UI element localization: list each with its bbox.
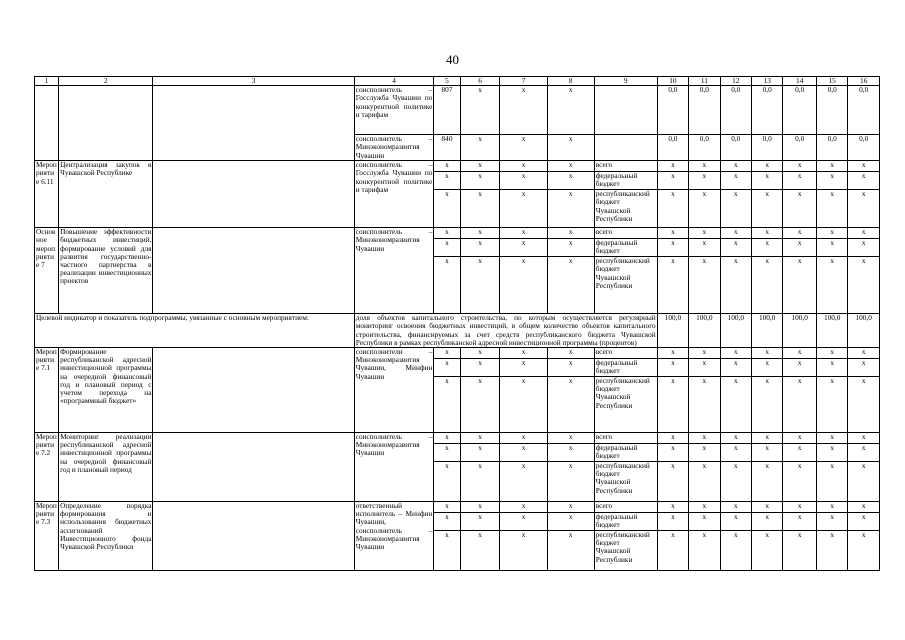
column-header: 16 xyxy=(848,77,880,86)
x-mark-cell: x xyxy=(816,359,847,377)
x-mark-cell: x xyxy=(689,531,720,571)
value-cell: 100,0 xyxy=(720,314,751,348)
x-mark-cell: x xyxy=(816,161,847,172)
x-mark-cell: x xyxy=(547,228,594,239)
x-mark-cell: x xyxy=(460,377,500,433)
x-mark-cell: x xyxy=(500,502,547,513)
column-header: 15 xyxy=(816,77,847,86)
cell-col3 xyxy=(153,502,354,571)
executor-cell: соисполнитель – Минэкономразвития Чувашии xyxy=(354,228,434,314)
x-mark-cell: x xyxy=(783,502,817,513)
x-mark-cell: x xyxy=(689,444,720,462)
x-mark-cell: x xyxy=(547,433,594,444)
event-name-cell: Централизация закупок в Чувашской Республике xyxy=(59,161,153,228)
x-mark-cell: x xyxy=(434,502,460,513)
funding-source-cell: всего xyxy=(594,348,657,359)
column-header: 7 xyxy=(500,77,547,86)
x-mark-cell: x xyxy=(816,377,847,433)
x-mark-cell: x xyxy=(547,377,594,433)
x-mark-cell: x xyxy=(434,462,460,502)
funding-source-cell: федеральный бюджет xyxy=(594,444,657,462)
code-cell: x xyxy=(500,135,547,161)
x-mark-cell: x xyxy=(783,462,817,502)
event-name-cell: Мониторинг реализации республиканской адресной инвестиционной программы на очередной финансовый год и плановый период xyxy=(59,433,153,502)
funding-source-cell: республиканский бюджет Чувашской Республики xyxy=(594,462,657,502)
x-mark-cell: x xyxy=(816,348,847,359)
column-header: 4 xyxy=(354,77,434,86)
x-mark-cell: x xyxy=(547,257,594,314)
x-mark-cell: x xyxy=(460,257,500,314)
header-row xyxy=(35,77,880,86)
x-mark-cell: x xyxy=(547,239,594,257)
x-mark-cell: x xyxy=(460,502,500,513)
x-mark-cell: x xyxy=(689,462,720,502)
funding-source-cell: всего xyxy=(594,161,657,172)
x-mark-cell: x xyxy=(500,444,547,462)
x-mark-cell: x xyxy=(434,172,460,190)
x-mark-cell: x xyxy=(689,359,720,377)
x-mark-cell: x xyxy=(751,348,782,359)
x-mark-cell: x xyxy=(460,433,500,444)
x-mark-cell: x xyxy=(434,228,460,239)
cell-col3 xyxy=(153,348,354,433)
cell-col3 xyxy=(153,433,354,502)
x-mark-cell: x xyxy=(751,513,782,531)
column-header: 5 xyxy=(434,77,460,86)
x-mark-cell: x xyxy=(751,359,782,377)
x-mark-cell: x xyxy=(657,433,688,444)
column-header: 12 xyxy=(720,77,751,86)
table-row xyxy=(35,228,880,239)
executor-cell: ответственный исполнитель – Минфин Чувашии, соисполнитель – Минэкономразвития Чувашии xyxy=(354,502,434,571)
x-mark-cell: x xyxy=(657,531,688,571)
x-mark-cell: x xyxy=(783,433,817,444)
x-mark-cell: x xyxy=(816,513,847,531)
funding-source-cell: всего xyxy=(594,228,657,239)
x-mark-cell: x xyxy=(460,172,500,190)
x-mark-cell: x xyxy=(816,502,847,513)
x-mark-cell: x xyxy=(657,359,688,377)
x-mark-cell: x xyxy=(720,172,751,190)
x-mark-cell: x xyxy=(547,513,594,531)
x-mark-cell: x xyxy=(848,257,880,314)
x-mark-cell: x xyxy=(720,502,751,513)
indicator-row xyxy=(35,314,880,348)
x-mark-cell: x xyxy=(500,377,547,433)
x-mark-cell: x xyxy=(434,257,460,314)
column-header: 14 xyxy=(783,77,817,86)
cell-col1 xyxy=(35,86,59,161)
x-mark-cell: x xyxy=(720,348,751,359)
code-cell: 807 xyxy=(434,86,460,135)
table-row xyxy=(35,86,880,135)
x-mark-cell: x xyxy=(657,502,688,513)
x-mark-cell: x xyxy=(720,257,751,314)
x-mark-cell: x xyxy=(848,239,880,257)
x-mark-cell: x xyxy=(783,239,817,257)
funding-source-cell: республиканский бюджет Чувашской Республики xyxy=(594,190,657,228)
x-mark-cell: x xyxy=(547,502,594,513)
x-mark-cell: x xyxy=(689,190,720,228)
x-mark-cell: x xyxy=(848,513,880,531)
table-row xyxy=(35,161,880,172)
value-cell: 100,0 xyxy=(848,314,880,348)
x-mark-cell: x xyxy=(720,190,751,228)
funding-source-cell: федеральный бюджет xyxy=(594,513,657,531)
x-mark-cell: x xyxy=(848,377,880,433)
x-mark-cell: x xyxy=(689,228,720,239)
x-mark-cell: x xyxy=(848,502,880,513)
x-mark-cell: x xyxy=(816,257,847,314)
x-mark-cell: x xyxy=(783,348,817,359)
event-number-cell: Мероприятие 7.1 xyxy=(35,348,59,433)
x-mark-cell: x xyxy=(720,359,751,377)
x-mark-cell: x xyxy=(500,531,547,571)
x-mark-cell: x xyxy=(751,433,782,444)
x-mark-cell: x xyxy=(751,377,782,433)
funding-source-cell: федеральный бюджет xyxy=(594,172,657,190)
x-mark-cell: x xyxy=(434,190,460,228)
executor-cell: соисполнитель – Госслужба Чувашии по конкурентной политике и тарифам xyxy=(354,161,434,228)
source-cell xyxy=(594,86,657,135)
x-mark-cell: x xyxy=(751,228,782,239)
x-mark-cell: x xyxy=(848,161,880,172)
x-mark-cell: x xyxy=(816,228,847,239)
value-cell: 0,0 xyxy=(751,135,782,161)
x-mark-cell: x xyxy=(816,462,847,502)
cell-col2 xyxy=(59,86,153,161)
x-mark-cell: x xyxy=(657,462,688,502)
x-mark-cell: x xyxy=(689,172,720,190)
x-mark-cell: x xyxy=(500,433,547,444)
x-mark-cell: x xyxy=(783,257,817,314)
x-mark-cell: x xyxy=(720,444,751,462)
cell-col3 xyxy=(153,86,354,161)
x-mark-cell: x xyxy=(460,531,500,571)
x-mark-cell: x xyxy=(434,513,460,531)
budget-table xyxy=(34,76,880,571)
code-cell: x xyxy=(460,135,500,161)
x-mark-cell: x xyxy=(689,502,720,513)
funding-source-cell: республиканский бюджет Чувашской Республики xyxy=(594,257,657,314)
x-mark-cell: x xyxy=(460,239,500,257)
x-mark-cell: x xyxy=(816,444,847,462)
x-mark-cell: x xyxy=(434,433,460,444)
x-mark-cell: x xyxy=(500,172,547,190)
event-number-cell: Основное мероприятие 7 xyxy=(35,228,59,314)
value-cell: 0,0 xyxy=(816,135,847,161)
x-mark-cell: x xyxy=(547,444,594,462)
executor-cell: соисполнитель – Минэкономразвития Чувашии xyxy=(354,433,434,502)
x-mark-cell: x xyxy=(720,513,751,531)
column-header: 3 xyxy=(153,77,354,86)
x-mark-cell: x xyxy=(500,462,547,502)
value-cell: 0,0 xyxy=(720,135,751,161)
x-mark-cell: x xyxy=(783,513,817,531)
x-mark-cell: x xyxy=(816,190,847,228)
code-cell: x xyxy=(547,135,594,161)
x-mark-cell: x xyxy=(720,462,751,502)
x-mark-cell: x xyxy=(720,228,751,239)
x-mark-cell: x xyxy=(434,531,460,571)
x-mark-cell: x xyxy=(460,513,500,531)
x-mark-cell: x xyxy=(751,462,782,502)
source-cell xyxy=(594,135,657,161)
value-cell: 0,0 xyxy=(783,86,817,135)
column-header: 11 xyxy=(689,77,720,86)
x-mark-cell: x xyxy=(783,161,817,172)
x-mark-cell: x xyxy=(783,172,817,190)
x-mark-cell: x xyxy=(460,190,500,228)
table-row xyxy=(35,502,880,513)
x-mark-cell: x xyxy=(751,444,782,462)
cell-col3 xyxy=(153,161,354,228)
code-cell: x xyxy=(500,86,547,135)
x-mark-cell: x xyxy=(816,172,847,190)
x-mark-cell: x xyxy=(848,359,880,377)
x-mark-cell: x xyxy=(657,513,688,531)
x-mark-cell: x xyxy=(547,172,594,190)
x-mark-cell: x xyxy=(848,228,880,239)
column-header: 2 xyxy=(59,77,153,86)
x-mark-cell: x xyxy=(657,172,688,190)
x-mark-cell: x xyxy=(720,531,751,571)
x-mark-cell: x xyxy=(751,239,782,257)
executor-cell: соисполнители – Минэкономразвития Чувашии, Минфин Чувашии xyxy=(354,348,434,433)
x-mark-cell: x xyxy=(500,513,547,531)
value-cell: 0,0 xyxy=(848,86,880,135)
x-mark-cell: x xyxy=(657,257,688,314)
x-mark-cell: x xyxy=(751,257,782,314)
x-mark-cell: x xyxy=(460,444,500,462)
x-mark-cell: x xyxy=(657,190,688,228)
column-header: 9 xyxy=(594,77,657,86)
funding-source-cell: республиканский бюджет Чувашской Республики xyxy=(594,531,657,571)
funding-source-cell: федеральный бюджет xyxy=(594,359,657,377)
funding-source-cell: всего xyxy=(594,433,657,444)
x-mark-cell: x xyxy=(783,377,817,433)
x-mark-cell: x xyxy=(848,444,880,462)
column-header: 13 xyxy=(751,77,782,86)
x-mark-cell: x xyxy=(657,377,688,433)
x-mark-cell: x xyxy=(460,462,500,502)
x-mark-cell: x xyxy=(783,444,817,462)
x-mark-cell: x xyxy=(751,502,782,513)
x-mark-cell: x xyxy=(434,348,460,359)
x-mark-cell: x xyxy=(500,257,547,314)
x-mark-cell: x xyxy=(500,161,547,172)
x-mark-cell: x xyxy=(848,531,880,571)
table-row xyxy=(35,433,880,444)
x-mark-cell: x xyxy=(657,239,688,257)
value-cell: 0,0 xyxy=(689,86,720,135)
event-name-cell: Определение порядка формирования и использования бюджетных ассигнований Инвестиционного фонда Чувашской Республики xyxy=(59,502,153,571)
x-mark-cell: x xyxy=(689,348,720,359)
x-mark-cell: x xyxy=(657,444,688,462)
x-mark-cell: x xyxy=(547,359,594,377)
event-number-cell: Мероприятие 6.11 xyxy=(35,161,59,228)
x-mark-cell: x xyxy=(751,190,782,228)
column-header: 6 xyxy=(460,77,500,86)
x-mark-cell: x xyxy=(720,433,751,444)
x-mark-cell: x xyxy=(500,348,547,359)
x-mark-cell: x xyxy=(689,377,720,433)
x-mark-cell: x xyxy=(848,348,880,359)
value-cell: 0,0 xyxy=(657,135,688,161)
x-mark-cell: x xyxy=(848,172,880,190)
x-mark-cell: x xyxy=(848,190,880,228)
page-number: 40 xyxy=(446,52,459,67)
code-cell: x xyxy=(460,86,500,135)
value-cell: 0,0 xyxy=(751,86,782,135)
funding-source-cell: федеральный бюджет xyxy=(594,239,657,257)
table-row xyxy=(35,348,880,359)
x-mark-cell: x xyxy=(460,161,500,172)
x-mark-cell: x xyxy=(434,359,460,377)
x-mark-cell: x xyxy=(751,172,782,190)
value-cell: 100,0 xyxy=(751,314,782,348)
x-mark-cell: x xyxy=(500,228,547,239)
x-mark-cell: x xyxy=(500,359,547,377)
x-mark-cell: x xyxy=(460,359,500,377)
x-mark-cell: x xyxy=(500,190,547,228)
x-mark-cell: x xyxy=(547,462,594,502)
x-mark-cell: x xyxy=(547,190,594,228)
column-header: 10 xyxy=(657,77,688,86)
x-mark-cell: x xyxy=(720,377,751,433)
x-mark-cell: x xyxy=(783,190,817,228)
column-header: 1 xyxy=(35,77,59,86)
x-mark-cell: x xyxy=(689,513,720,531)
x-mark-cell: x xyxy=(500,239,547,257)
value-cell: 0,0 xyxy=(657,86,688,135)
x-mark-cell: x xyxy=(783,359,817,377)
x-mark-cell: x xyxy=(657,161,688,172)
executor-cell: соисполнитель – Минэкономразвития Чувашии xyxy=(355,134,433,160)
x-mark-cell: x xyxy=(689,239,720,257)
value-cell: 100,0 xyxy=(689,314,720,348)
funding-source-cell: всего xyxy=(594,502,657,513)
x-mark-cell: x xyxy=(547,161,594,172)
x-mark-cell: x xyxy=(751,161,782,172)
x-mark-cell: x xyxy=(460,348,500,359)
indicator-text-cell: доля объектов капитального строительства, по которым осуществляется регулярный мониторинг освоения бюджетных инвестиций, в общем количестве объектов капитального строительства, финансируемых за счет средств республиканского бюджета Чувашской Республики в рамках республиканской адресной инвестиционной программы (процентов) xyxy=(355,313,656,347)
x-mark-cell: x xyxy=(783,531,817,571)
x-mark-cell: x xyxy=(751,531,782,571)
value-cell: 0,0 xyxy=(783,135,817,161)
value-cell: 100,0 xyxy=(783,314,817,348)
code-cell: 840 xyxy=(434,135,460,161)
x-mark-cell: x xyxy=(848,433,880,444)
value-cell: 0,0 xyxy=(816,86,847,135)
funding-source-cell: республиканский бюджет Чувашской Республики xyxy=(594,377,657,433)
value-cell: 0,0 xyxy=(848,135,880,161)
x-mark-cell: x xyxy=(720,161,751,172)
x-mark-cell: x xyxy=(689,161,720,172)
x-mark-cell: x xyxy=(657,228,688,239)
event-name-cell: Повышение эффективности бюджетных инвестиций, формирование условий для развития государственно-частного партнерства в реализации инвестиционных проектов xyxy=(59,228,153,314)
event-name-cell: Формирование республиканской адресной инвестиционной программы на очередной финансовый год и плановый период с учетом перехода на «программный бюджет» xyxy=(59,348,153,433)
x-mark-cell: x xyxy=(816,239,847,257)
value-cell: 0,0 xyxy=(720,86,751,135)
x-mark-cell: x xyxy=(434,377,460,433)
cell-col3 xyxy=(153,228,354,314)
x-mark-cell: x xyxy=(547,348,594,359)
x-mark-cell: x xyxy=(816,531,847,571)
code-cell: x xyxy=(547,86,594,135)
x-mark-cell: x xyxy=(657,348,688,359)
x-mark-cell: x xyxy=(783,228,817,239)
event-number-cell: Мероприятие 7.3 xyxy=(35,502,59,571)
x-mark-cell: x xyxy=(689,257,720,314)
event-number-cell: Мероприятие 7.2 xyxy=(35,433,59,502)
column-header: 8 xyxy=(547,77,594,86)
x-mark-cell: x xyxy=(547,531,594,571)
x-mark-cell: x xyxy=(689,433,720,444)
x-mark-cell: x xyxy=(434,239,460,257)
x-mark-cell: x xyxy=(720,239,751,257)
value-cell: 100,0 xyxy=(657,314,688,348)
x-mark-cell: x xyxy=(460,228,500,239)
x-mark-cell: x xyxy=(848,462,880,502)
value-cell: 0,0 xyxy=(689,135,720,161)
executor-cell: соисполнитель – Госслужба Чувашии по конкурентной политике и тарифам xyxy=(354,86,434,135)
x-mark-cell: x xyxy=(434,444,460,462)
indicator-label-cell: Целевой индикатор и показатель подпрограммы, увязанные с основным мероприятием: xyxy=(35,314,355,348)
x-mark-cell: x xyxy=(434,161,460,172)
value-cell: 100,0 xyxy=(816,314,847,348)
x-mark-cell: x xyxy=(816,433,847,444)
